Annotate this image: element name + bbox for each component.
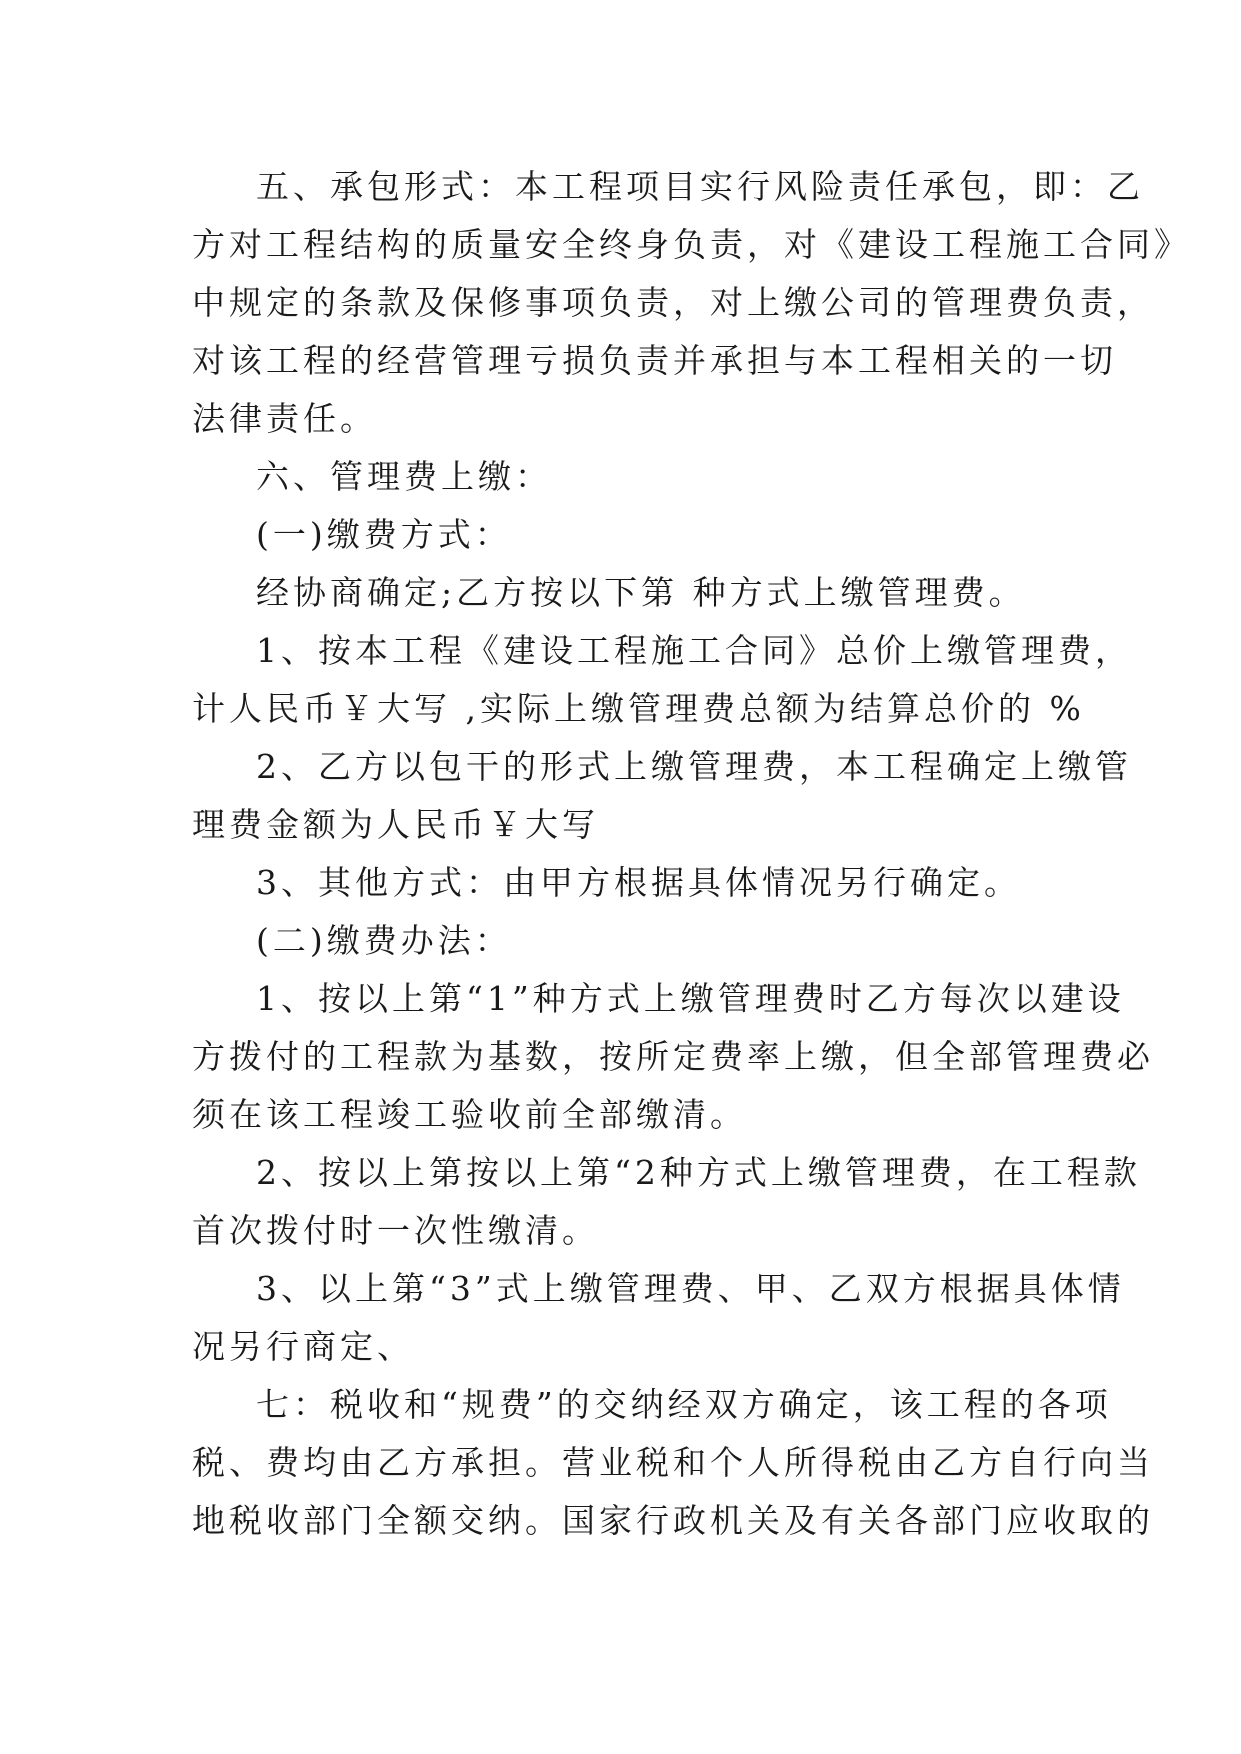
text-line: 五、承包形式：本工程项目实行风险责任承包，即：乙: [256, 167, 1144, 206]
text-line: 计人民币￥大写 ,实际上缴管理费总额为结算总价的 %: [192, 689, 1085, 728]
text-line: 况另行商定、: [192, 1327, 414, 1366]
text-line: 须在该工程竣工验收前全部缴清。: [192, 1095, 747, 1134]
subsection-heading: (二)缴费办法：: [256, 921, 512, 960]
text-line: 对该工程的经营管理亏损负责并承担与本工程相关的一切: [192, 341, 1117, 380]
text-line: 理费金额为人民币￥大写: [192, 805, 599, 844]
section-heading: 七：税收和“规费”的交纳经双方确定，该工程的各项: [256, 1385, 1112, 1424]
text-line: 首次拨付时一次性缴清。: [192, 1211, 599, 1250]
text-line: 方对工程结构的质量安全终身负责，对《建设工程施工合同》: [192, 225, 1191, 264]
text-line: 经协商确定;乙方按以下第 种方式上缴管理费。: [256, 573, 1026, 612]
text-line: 税、费均由乙方承担。营业税和个人所得税由乙方自行向当: [192, 1443, 1154, 1482]
text-line: 1、按以上第“1”种方式上缴管理费时乙方每次以建设: [256, 979, 1125, 1018]
text-line: 方拨付的工程款为基数，按所定费率上缴，但全部管理费必: [192, 1037, 1154, 1076]
text-line: 3、其他方式：由甲方根据具体情况另行确定。: [256, 863, 1021, 902]
text-line: 中规定的条款及保修事项负责，对上缴公司的管理费负责，: [192, 283, 1154, 322]
text-line: 地税收部门全额交纳。国家行政机关及有关各部门应收取的: [192, 1501, 1154, 1540]
subsection-heading: (一)缴费方式：: [256, 515, 512, 554]
text-line: 2、按以上第按以上第“2种方式上缴管理费，在工程款: [256, 1153, 1141, 1192]
section-heading: 六、管理费上缴：: [256, 457, 552, 496]
text-line: 2、乙方以包干的形式上缴管理费，本工程确定上缴管: [256, 747, 1132, 786]
text-line: 法律责任。: [192, 399, 377, 438]
text-line: 3、以上第“3”式上缴管理费、甲、乙双方根据具体情: [256, 1269, 1125, 1308]
text-line: 1、按本工程《建设工程施工合同》总价上缴管理费，: [256, 631, 1132, 670]
